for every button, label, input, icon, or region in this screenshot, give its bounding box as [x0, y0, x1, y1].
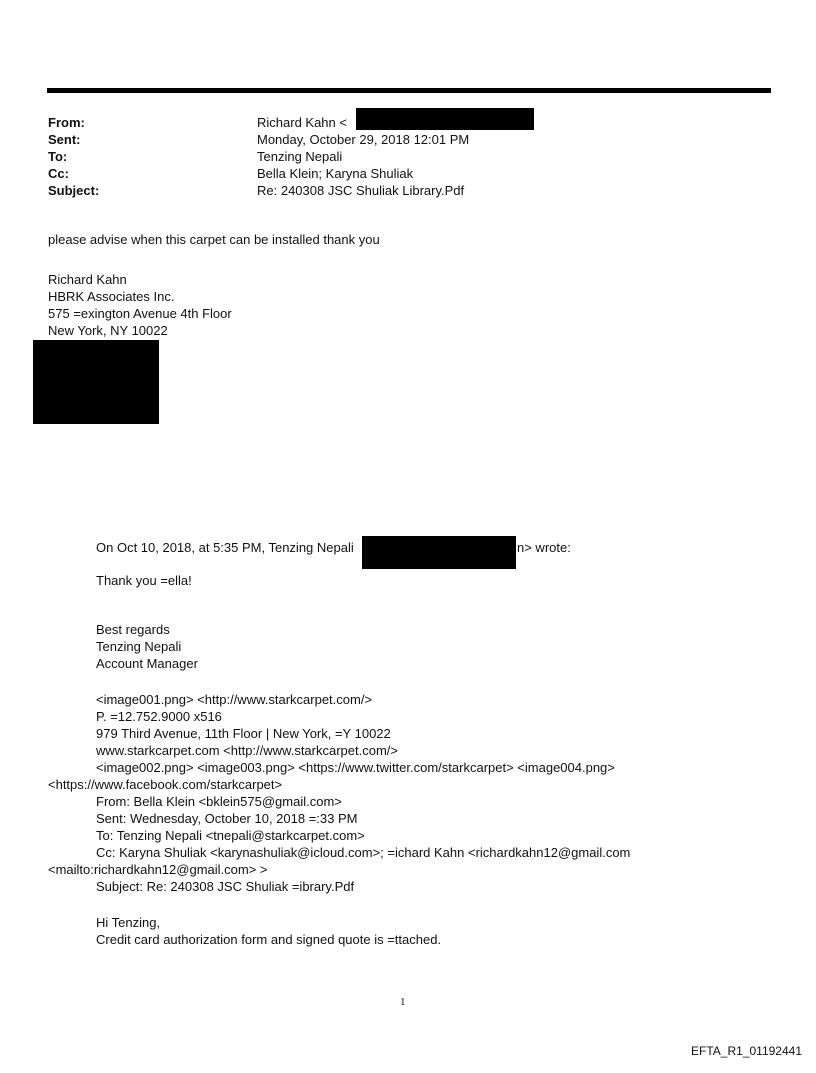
label: From: [48, 115, 85, 130]
quote-intro: On Oct 10, 2018, at 5:35 PM, Tenzing Nepali [96, 540, 354, 555]
fwd-cc-wrap: <mailto:richardkahn12@gmail.com> > [48, 862, 268, 877]
value: Richard Kahn < [257, 115, 347, 130]
message-text: please advise when this carpet can be installed thank you [48, 232, 380, 247]
contact-line: <image002.png> <image003.png> <https://www.twitter.com/starkcarpet> <image004.png> [96, 760, 615, 775]
contact-line: P. =12.752.9000 x516 [96, 709, 222, 724]
header-rule [47, 88, 771, 93]
label: To: [48, 149, 68, 164]
redaction-box [356, 108, 534, 130]
contact-line: www.starkcarpet.com <http://www.starkcarpet.com/> [96, 743, 398, 758]
fwd-greeting: Hi Tenzing, [96, 915, 161, 930]
redaction-box [362, 536, 516, 569]
signature-line: New York, NY 10022 [48, 323, 168, 338]
label: Sent: [48, 132, 81, 147]
fwd-from: From: Bella Klein <bklein575@gmail.com> [96, 794, 342, 809]
quote-sig-line: Account Manager [96, 656, 198, 671]
quote-intro-suffix: n> wrote: [517, 540, 571, 555]
value: Re: 240308 JSC Shuliak Library.Pdf [257, 183, 465, 198]
fwd-subject: Subject: Re: 240308 JSC Shuliak =ibrary.Pdf [96, 879, 355, 894]
contact-line: <image001.png> <http://www.starkcarpet.com/> [96, 692, 373, 707]
quote-sig-line: Best regards [96, 622, 170, 637]
quote-thanks: Thank you =ella! [96, 573, 192, 588]
label: Cc: [48, 166, 69, 181]
value: Monday, October 29, 2018 12:01 PM [257, 132, 470, 147]
fwd-sent: Sent: Wednesday, October 10, 2018 =:33 PM [96, 811, 358, 826]
fwd-to: To: Tenzing Nepali <tnepali@starkcarpet.com> [96, 828, 365, 843]
quote-sig-line: Tenzing Nepali [96, 639, 182, 654]
signature-line: HBRK Associates Inc. [48, 289, 175, 304]
signature-line: Richard Kahn [48, 272, 127, 287]
fwd-text: Credit card authorization form and signed quote is =ttached. [96, 932, 442, 947]
fwd-cc: Cc: Karyna Shuliak <karynashuliak@icloud.com>; =ichard Kahn <richardkahn12@gmail.com [96, 845, 631, 860]
contact-line-wrap: <https://www.facebook.com/starkcarpet> [48, 777, 283, 792]
label: Subject: [48, 183, 100, 198]
page-number: 1 [400, 996, 406, 1008]
value: Tenzing Nepali [257, 149, 343, 164]
document-id: EFTA_R1_01192441 [691, 1044, 802, 1058]
contact-line: 979 Third Avenue, 11th Floor | New York, =Y 10022 [96, 726, 391, 741]
signature-line: 575 =exington Avenue 4th Floor [48, 306, 232, 321]
value: Bella Klein; Karyna Shuliak [257, 166, 414, 181]
redaction-box [33, 340, 159, 424]
